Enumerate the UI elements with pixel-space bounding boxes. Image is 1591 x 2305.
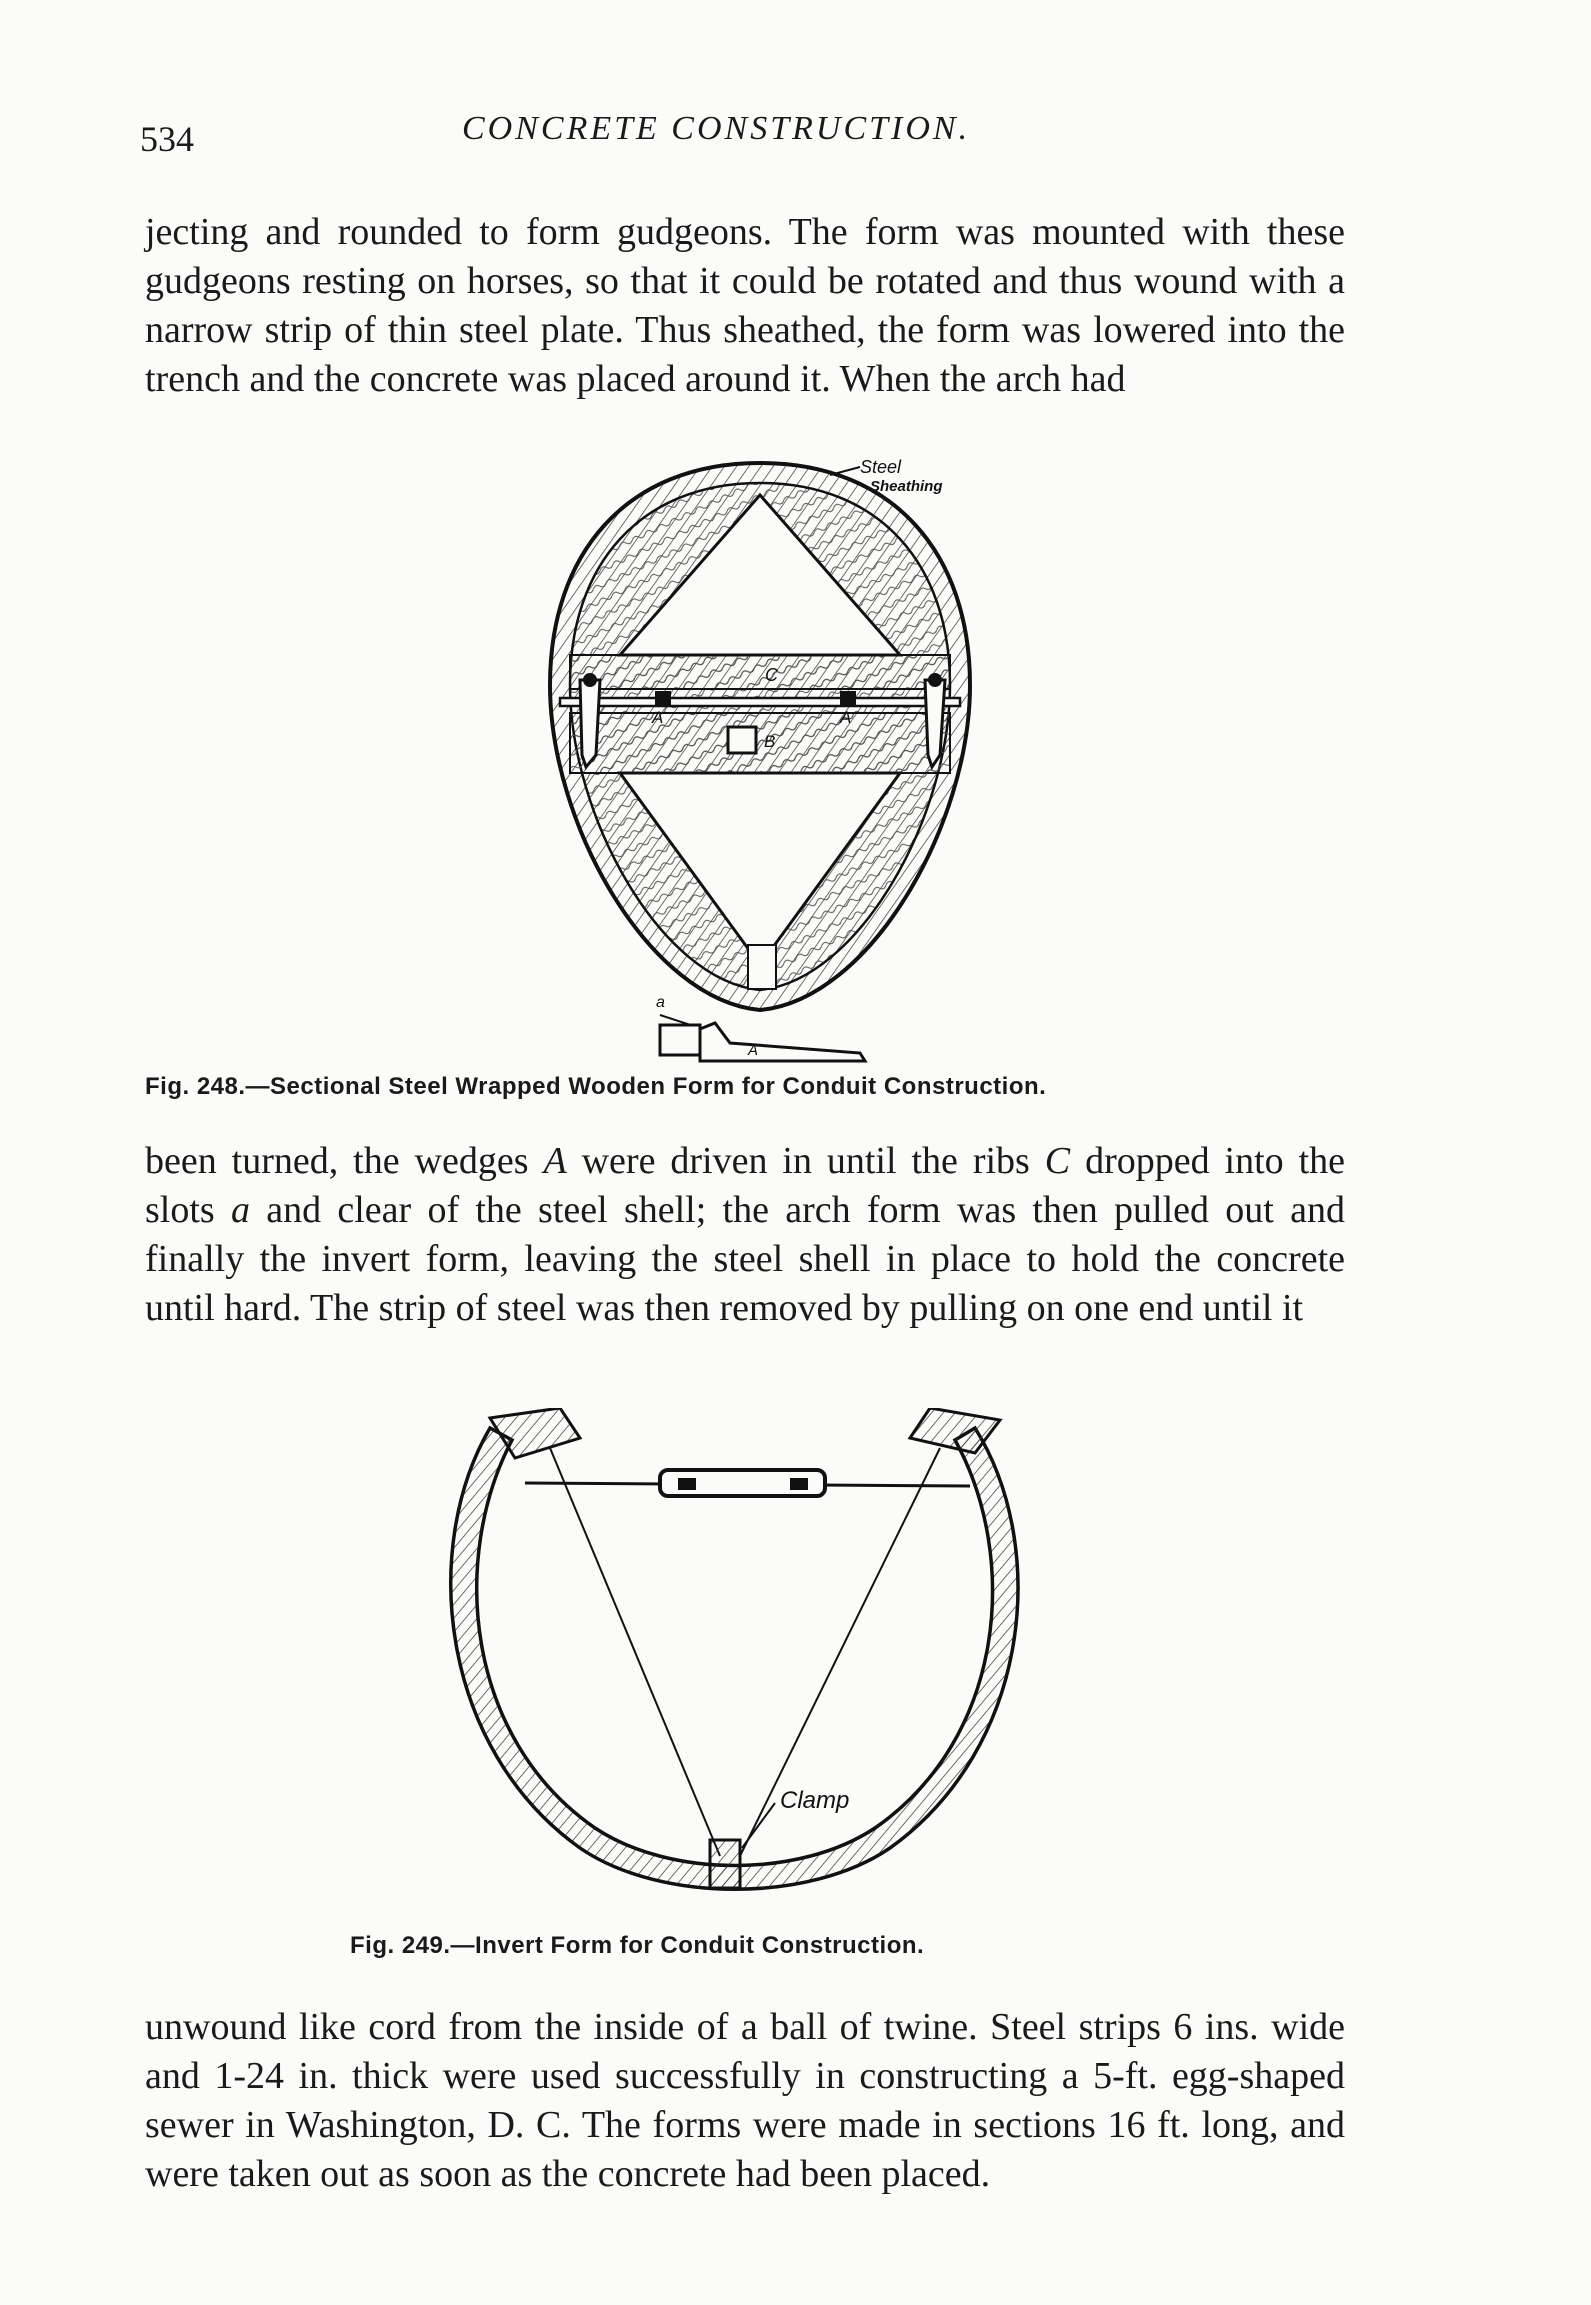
rib-c — [570, 655, 950, 689]
label-a-wedge: A — [748, 1042, 759, 1059]
wedge-block — [660, 1025, 700, 1055]
figure-248-drawing — [500, 455, 1020, 1065]
label-a-small: a — [656, 994, 665, 1011]
label-a-left: A — [652, 708, 664, 727]
wedge-a-left — [655, 691, 671, 707]
label-sheathing: Sheathing — [870, 478, 943, 495]
figure-248-caption: Fig. 248.—Sectional Steel Wrapped Wooden Form for Conduit Construction. — [145, 1073, 1047, 1100]
label-steel: Steel — [860, 457, 902, 477]
figure-249-caption: Fig. 249.—Invert Form for Conduit Construction. — [350, 1932, 925, 1959]
paragraph-1-text: jecting and rounded to form gudgeons. The form was mounted with these gudgeons resting on horses, so that it could be rotated and thus wound with a narrow strip of thin steel plate. Thus sheathed, the form was lowered into the trench and the concrete was placed around it. When the arch had — [145, 211, 1345, 400]
paragraph-1 — [145, 208, 1345, 404]
figure-249-drawing — [430, 1408, 1080, 1918]
paragraph-3-text: unwound like cord from the inside of a ball of twine. Steel strips 6 ins. wide and 1-24 in. thick were used successfully in constructing a 5-ft. egg-shaped sewer in Washington, D. C. The forms were made in sections 16 ft. long, and were taken out as soon as the concrete had been placed. — [145, 2006, 1345, 2195]
tie-bar — [560, 698, 960, 706]
bottom-clamp-block — [710, 1840, 740, 1888]
sheathing-leader — [830, 467, 860, 475]
paragraph-2 — [145, 1137, 1345, 1333]
label-clamp: Clamp — [780, 1787, 850, 1814]
label-c: C — [765, 665, 778, 685]
paragraph-3 — [145, 2003, 1345, 2199]
page-number: 534 — [140, 119, 194, 159]
label-b: B — [764, 732, 776, 751]
lower-board — [570, 713, 950, 773]
gudgeon-left — [580, 680, 600, 767]
wedge-a — [700, 1023, 865, 1061]
clamp-leader — [742, 1803, 775, 1848]
bottom-slot — [748, 945, 776, 989]
running-title: CONCRETE CONSTRUCTION. — [462, 110, 971, 147]
label-a-right: A — [840, 708, 852, 727]
wedge-a-right — [840, 691, 856, 707]
block-b — [728, 727, 756, 753]
rod-left — [550, 1448, 720, 1856]
paragraph-2-text: been turned, the wedges A were driven in until the ribs C dropped into the slots a and clear of the steel shell; the arch form was then pulled out and finally the invert form, leaving the steel shell in place to hold the concrete until hard. The strip of steel was then removed by pulling on one end until it — [145, 1140, 1346, 1329]
